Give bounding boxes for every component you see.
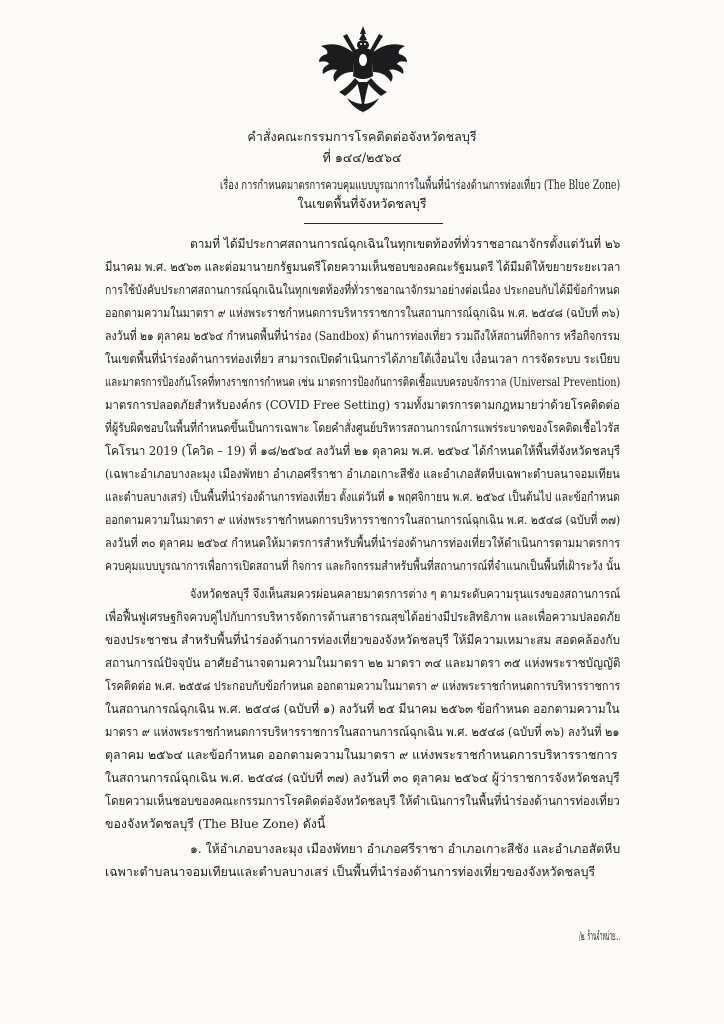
body-line: ในสถานการณ์ฉุกเฉิน พ.ศ. ๒๕๔๘ (ฉบับที่ ๑) ลงวันที่ ๒๕ มีนาคม ๒๕๖๓ ข้อกำหนด ออกตามความใน: [105, 701, 620, 716]
body-line: มาตรการปลอดภัยสำหรับองค์กร (COVID Free Setting) รวมทั้งมาตรการตามกฎหมายว่าด้วยโรคติดต่อ: [105, 397, 620, 412]
body-line: โดยความเห็นชอบของคณะกรรมการโรคติดต่อจังหวัดชลบุรี ให้ดำเนินการในพื้นที่นำร่องด้านการท่องเที่ยว: [105, 793, 620, 808]
body-line: ๑. ให้อำเภอบางละมุง เมืองพัทยา อำเภอศรีราชา อำเภอเกาะสีชัง และอำเภอสัตหีบ: [190, 841, 621, 856]
body-line: ลงวันที่ ๒๑ ตุลาคม ๒๕๖๔ กำหนดพื้นที่นำร่อง (Sandbox) ด้านการท่องเที่ยว รวมถึงให้สถานที่กิจการ หรือกิจกรรม: [105, 328, 620, 343]
garuda-emblem-icon: [317, 24, 409, 118]
order-subject-continued: ในเขตพื้นที่จังหวัดชลบุรี: [297, 196, 427, 211]
body-line: และตำบลบางเสร่) เป็นพื้นที่นำร่องด้านการท่องเที่ยว ตั้งแต่วันที่ ๑ พฤศจิกายน พ.ศ. ๒๕๖๔ เป็นต้นไป และข้อกำหนด: [105, 489, 620, 504]
body-line: ออกตามความในมาตรา ๙ แห่งพระราชกำหนดการบริหารราชการในสถานการณ์ฉุกเฉิน พ.ศ. ๒๕๔๘ (ฉบับที่ ๓๗): [105, 512, 621, 527]
body-line: ที่ผู้รับผิดชอบในพื้นที่กำหนดขึ้นเป็นการเฉพาะ โดยคำสั่งศูนย์บริหารสถานการณ์การแพร่ระบาดของโรคติดเชื้อไวรัส: [105, 420, 620, 435]
body-line: การใช้บังคับประกาศสถานการณ์ฉุกเฉินในทุกเขตท้องที่ทั่วราชอาณาจักรมาอย่างต่อเนื่อง ประกอบกับได้มีข้อกำหนด: [105, 282, 620, 297]
body-line: ในสถานการณ์ฉุกเฉิน พ.ศ. ๒๕๔๘ (ฉบับที่ ๓๗) ลงวันที่ ๓๐ ตุลาคม ๒๕๖๔ ผู้ว่าราชการจังหวัดชลบุรี: [105, 770, 620, 785]
body-line: จังหวัดชลบุรี จึงเห็นสมควรผ่อนคลายมาตรการต่าง ๆ ตามระดับความรุนแรงของสถานการณ์: [190, 586, 621, 601]
body-line: ตุลาคม ๒๕๖๔ และข้อกำหนด ออกตามความในมาตรา ๙ แห่งพระราชกำหนดการบริหารราชการ: [105, 747, 618, 762]
body-line: ควบคุมแบบบูรณาการเพื่อการเปิดสถานที่ กิจการ และกิจกรรมสำหรับพื้นที่สถานการณ์ที่จำแนกเป็นพื้นที่เฝ้าระวัง นั้น: [105, 558, 621, 573]
body-line: (เฉพาะอำเภอบางละมุง เมืองพัทยา อำเภอศรีราชา อำเภอเกาะสีชัง และอำเภอสัตหีบเฉพาะตำบลนาจอมเทียน: [105, 466, 620, 481]
order-title: คำสั่งคณะกรรมการโรคติดต่อจังหวัดชลบุรี: [247, 129, 477, 144]
body-line: โคโรนา 2019 (โควิด – 19) ที่ ๑๘/๒๕๖๔ ลงวันที่ ๒๑ ตุลาคม พ.ศ. ๒๕๖๔ ได้กำหนดให้พื้นที่จังหวัดชลบุรี: [105, 443, 621, 458]
body-line: โรคติดต่อ พ.ศ. ๒๕๕๘ ประกอบกับข้อกำหนด ออกตามความในมาตรา ๙ แห่งพระราชกำหนดการบริหารราชการ: [105, 678, 621, 693]
body-line: ของจังหวัดชลบุรี (The Blue Zone) ดังนี้: [105, 816, 326, 831]
order-subject: เรื่อง การกำหนดมาตรการควบคุมแบบบูรณาการในพื้นที่นำร่องด้านการท่องเที่ยว (The Blue Zone): [220, 177, 621, 192]
body-line: ลงวันที่ ๓๐ ตุลาคม ๒๕๖๔ กำหนดให้มาตรการสำหรับพื้นที่นำร่องด้านการท่องเที่ยวให้ดำเนินการตามมาตรการ: [105, 535, 621, 550]
body-line: มีนาคม พ.ศ. ๒๕๖๓ และต่อมานายกรัฐมนตรีโดยความเห็นชอบของคณะรัฐมนตรี ได้มีมติให้ขยายระยะเวลา: [105, 259, 621, 274]
order-number: ที่ ๑๔๔/๒๕๖๔: [322, 150, 402, 165]
body-line: ของประชาชน สำหรับพื้นที่นำร่องด้านการท่องเที่ยวของจังหวัดชลบุรี ให้มีความเหมาะสม สอดคล้องกับ: [105, 632, 621, 647]
body-line: สถานการณ์ปัจจุบัน อาศัยอำนาจตามความในมาตรา ๒๒ มาตรา ๓๔ และมาตรา ๓๕ แห่งพระราชบัญญัติ: [105, 655, 621, 670]
heading-divider: [304, 223, 443, 224]
body-line: ในเขตพื้นที่นำร่องด้านการท่องเที่ยว สามารถเปิดดำเนินการได้ภายใต้เงื่อนไข เงื่อนเวลา การจัดระบบ ระเบียบ: [105, 351, 621, 366]
body-line: และมาตรการป้องกันโรคที่ทางราชการกำหนด เช่น มาตรการป้องกันการติดเชื้อแบบครอบจักรวาล (Universal Prevention): [105, 374, 621, 389]
body-line: ตามที่ ได้มีประกาศสถานการณ์ฉุกเฉินในทุกเขตท้องที่ทั่วราชอาณาจักรตั้งแต่วันที่ ๒๖: [190, 236, 621, 251]
body-line: เฉพาะตำบลนาจอมเทียนและตำบลบางเสร่ เป็นพื้นที่นำร่องด้านการท่องเที่ยวของจังหวัดชลบุรี: [105, 864, 596, 879]
body-line: เพื่อฟื้นฟูเศรษฐกิจควบคู่ไปกับการบริหารจัดการด้านสาธารณสุขได้อย่างมีประสิทธิภาพ และเพื่อความปลอดภัย: [105, 609, 621, 624]
body-line: ออกตามความในมาตรา ๙ แห่งพระราชกำหนดการบริหารราชการในสถานการณ์ฉุกเฉิน พ.ศ. ๒๕๔๘ (ฉบับที่ ๓๖): [105, 305, 620, 320]
continuation-note: /๒. ร้านจำหน่าย...: [579, 928, 621, 943]
body-line: มาตรา ๙ แห่งพระราชกำหนดการบริหารราชการในสถานการณ์ฉุกเฉิน พ.ศ. ๒๕๔๘ (ฉบับที่ ๓๖) ลงวันที่ ๒๑: [105, 724, 620, 739]
